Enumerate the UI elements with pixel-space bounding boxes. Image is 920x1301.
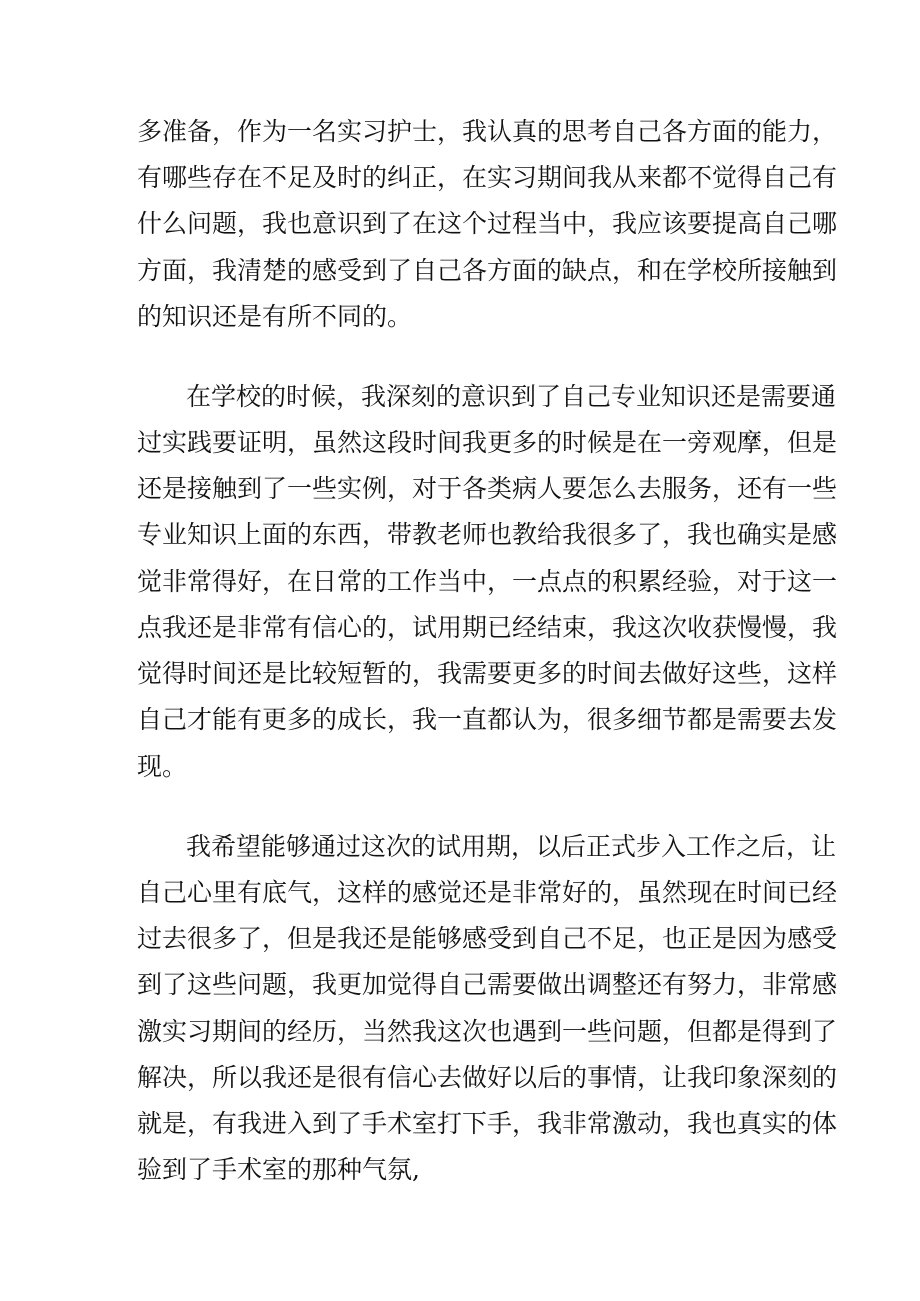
- text-line: 点我还是非常有信心的，试用期已经结束，我这次收获慢慢，我: [137, 613, 838, 642]
- text-line: 验到了手术室的那种气氛,: [137, 1155, 420, 1184]
- text-line: 觉非常得好，在日常的工作当中，一点点的积累经验，对于这一: [137, 567, 838, 596]
- text-line: 激实习期间的经历，当然我这次也遇到一些问题，但都是得到了: [137, 1017, 838, 1046]
- text-line: 我希望能够通过这次的试用期，以后正式步入工作之后，让: [186, 832, 837, 861]
- text-line: 什么问题，我也意识到了在这个过程当中，我应该要提高自己哪: [137, 209, 838, 238]
- text-line: 就是，有我进入到了手术室打下手，我非常激动，我也真实的体: [137, 1109, 838, 1138]
- text-line: 到了这些问题，我更加觉得自己需要做出调整还有努力，非常感: [137, 970, 838, 999]
- text-line: 解决，所以我还是很有信心去做好以后的事情，让我印象深刻的: [137, 1063, 838, 1092]
- text-line: 的知识还是有所不同的。: [137, 302, 413, 331]
- text-line: 有哪些存在不足及时的纠正，在实习期间我从来都不觉得自己有: [137, 163, 838, 192]
- text-line: 过去很多了，但是我还是能够感受到自己不足，也正是因为感受: [137, 924, 838, 953]
- text-line: 过实践要证明，虽然这段时间我更多的时候是在一旁观摩，但是: [137, 428, 838, 457]
- text-line: 专业知识上面的东西，带教老师也教给我很多了，我也确实是感: [137, 520, 838, 549]
- text-line: 在学校的时候，我深刻的意识到了自己专业知识还是需要通: [186, 382, 837, 411]
- text-line: 觉得时间还是比较短暂的，我需要更多的时间去做好这些，这样: [137, 659, 838, 688]
- text-line: 还是接触到了一些实例，对于各类病人要怎么去服务，还有一些: [137, 474, 838, 503]
- text-line: 现。: [137, 752, 188, 781]
- text-line: 自己才能有更多的成长，我一直都认为，很多细节都是需要去发: [137, 705, 838, 734]
- text-line: 方面，我清楚的感受到了自己各方面的缺点，和在学校所接触到: [137, 256, 838, 285]
- text-line: 多准备，作为一名实习护士，我认真的思考自己各方面的能力，: [137, 117, 838, 146]
- text-line: 自己心里有底气，这样的感觉还是非常好的，虽然现在时间已经: [137, 878, 838, 907]
